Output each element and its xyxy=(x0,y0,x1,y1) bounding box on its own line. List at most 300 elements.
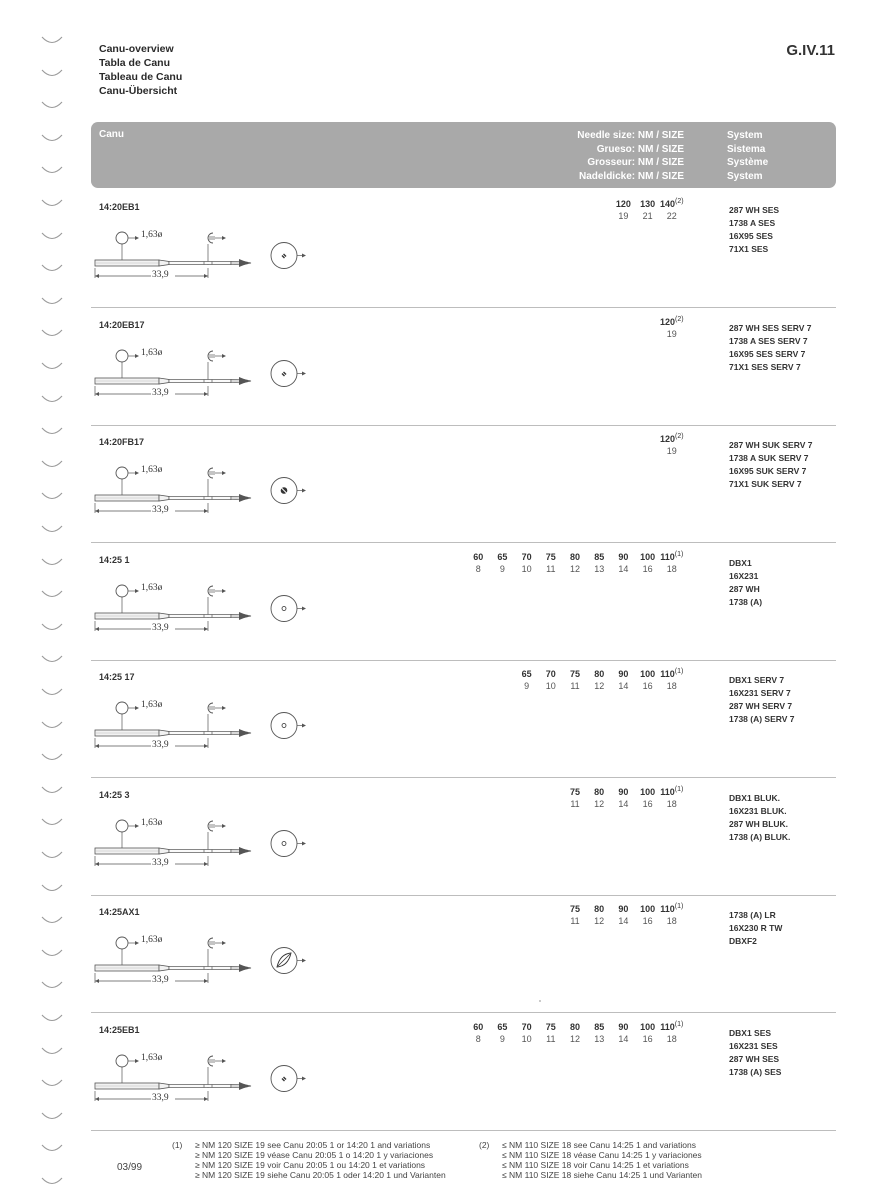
nm-number: 75 xyxy=(569,669,580,679)
binder-hole-icon xyxy=(40,34,64,48)
binder-hole-icon xyxy=(40,393,64,407)
title-line-fr: Tableau de Canu xyxy=(99,71,183,83)
system-designation: 16X231 BLUK. xyxy=(729,805,787,816)
system-designation: 287 WH xyxy=(729,583,760,594)
size-column xyxy=(466,1021,490,1045)
size-column xyxy=(587,668,611,692)
nm-number: 75 xyxy=(569,786,580,797)
size-value: 9 xyxy=(524,681,530,691)
nm-number: 90 xyxy=(618,551,629,562)
binder-hole-icon xyxy=(40,882,64,896)
size-value: 16 xyxy=(642,1033,653,1044)
size-column xyxy=(563,551,587,575)
needle-row xyxy=(91,190,836,308)
nm-value xyxy=(636,786,660,798)
size-value: 12 xyxy=(569,1033,580,1044)
size-value: 18 xyxy=(666,798,677,809)
length-label: 33,9 xyxy=(152,270,169,280)
size-column xyxy=(636,903,660,927)
needle-size-label-fr: Grosseur: NM / SIZE xyxy=(587,157,684,168)
cutting-point-icon xyxy=(269,945,313,975)
nm-value xyxy=(490,1021,514,1033)
scan-speck xyxy=(539,1000,541,1002)
size-column xyxy=(563,903,587,927)
nm-number: 80 xyxy=(569,1021,580,1032)
publication-date: 03/99 xyxy=(117,1162,143,1173)
nm-value xyxy=(611,786,635,798)
ball-point-icon xyxy=(269,1063,313,1093)
nm-value xyxy=(490,551,514,563)
binder-hole-icon xyxy=(40,556,64,570)
binder-hole-icon xyxy=(40,458,64,472)
size-column xyxy=(490,1021,514,1045)
nm-value xyxy=(587,551,611,563)
size-column xyxy=(660,1021,684,1045)
length-label: 33,9 xyxy=(152,505,169,515)
system-designation: 16X230 R TW xyxy=(729,923,783,933)
system-list xyxy=(729,204,779,256)
size-value: 12 xyxy=(594,916,605,926)
size-column xyxy=(611,786,635,810)
title-line-de: Canu-Übersicht xyxy=(99,85,178,97)
round-point-icon xyxy=(269,593,313,623)
diameter-label: 1,63ø xyxy=(141,347,163,358)
binder-hole-icon xyxy=(40,262,64,276)
column-header-needle-size xyxy=(577,129,684,183)
canu-code: 14:25 3 xyxy=(99,789,130,800)
nm-value xyxy=(636,903,660,915)
size-column xyxy=(611,198,635,222)
size-column xyxy=(515,551,539,575)
size-value: 8 xyxy=(475,1033,481,1044)
size-column xyxy=(660,551,684,575)
system-designation: 287 WH BLUK. xyxy=(729,818,789,829)
column-header-system xyxy=(727,129,768,183)
binder-hole-icon xyxy=(40,99,64,113)
system-designation: DBX1 BLUK. xyxy=(729,792,781,803)
nm-value xyxy=(563,786,587,798)
size-value: 12 xyxy=(594,798,605,809)
size-value: 11 xyxy=(546,563,556,574)
diameter-label: 1,63ø xyxy=(141,700,163,710)
binder-hole-icon xyxy=(40,849,64,863)
size-column xyxy=(611,903,635,927)
nm-value xyxy=(660,433,684,445)
size-column xyxy=(490,551,514,575)
needle-sizes xyxy=(611,198,684,228)
system-label-en: System xyxy=(727,130,763,141)
size-value: 12 xyxy=(569,563,580,574)
footnote-1-line-en: ≥ NM 120 SIZE 19 see Canu 20:05 1 or 14:20 1 and variations xyxy=(195,1140,431,1150)
medium-ball-point-icon xyxy=(269,475,313,505)
nm-number: 65 xyxy=(497,551,508,562)
size-column xyxy=(515,668,539,692)
page-code: G.IV.11 xyxy=(786,42,835,59)
system-designation: 287 WH SUK SERV 7 xyxy=(729,440,813,450)
size-value: 18 xyxy=(666,563,677,574)
size-column xyxy=(611,668,635,692)
nm-number: 85 xyxy=(594,551,605,562)
system-designation: 16X95 SUK SERV 7 xyxy=(729,466,807,476)
nm-value xyxy=(587,1021,611,1033)
system-designation: 1738 (A) LR xyxy=(729,910,776,920)
binder-hole-icon xyxy=(40,914,64,928)
binder-hole-icon xyxy=(40,360,64,374)
size-column xyxy=(636,786,660,810)
system-designation: 1738 (A) SERV 7 xyxy=(729,714,795,724)
footnote-reference: (1) xyxy=(674,668,684,675)
nm-value xyxy=(587,786,611,798)
nm-number: 120 xyxy=(660,316,676,327)
size-value: 18 xyxy=(666,916,677,926)
system-designation: DBX1 SES xyxy=(729,1027,772,1038)
nm-number: 100 xyxy=(640,551,656,562)
nm-value xyxy=(611,903,635,915)
binder-hole-icon xyxy=(40,1175,64,1189)
binder-hole-icon xyxy=(40,1110,64,1124)
binder-hole-icon xyxy=(40,979,64,993)
needle-sizes xyxy=(466,1021,684,1051)
system-list xyxy=(729,322,812,374)
nm-value xyxy=(539,1021,563,1033)
length-label: 33,9 xyxy=(152,975,169,985)
system-designation: 16X231 SERV 7 xyxy=(729,688,791,698)
nm-number: 70 xyxy=(521,551,532,562)
binder-hole-icon xyxy=(40,67,64,81)
binder-hole-icon xyxy=(40,425,64,439)
footnote-1-line-de: ≥ NM 120 SIZE 19 siehe Canu 20:05 1 oder 14:20 1 und Varianten xyxy=(195,1170,446,1180)
nm-value xyxy=(611,1021,635,1033)
nm-number: 85 xyxy=(594,1021,605,1032)
needle-sizes xyxy=(660,433,684,463)
binder-hole-icon xyxy=(40,621,64,635)
nm-value xyxy=(515,1021,539,1033)
nm-value xyxy=(563,551,587,563)
nm-value xyxy=(611,198,635,210)
nm-value xyxy=(660,551,684,563)
canu-code: 14:25 17 xyxy=(99,672,135,682)
nm-value xyxy=(660,198,684,210)
nm-number: 80 xyxy=(594,786,605,797)
binder-hole-icon xyxy=(40,1142,64,1156)
needle-sizes xyxy=(563,903,684,933)
size-column xyxy=(515,1021,539,1045)
binder-holes xyxy=(0,0,70,1200)
system-designation: DBX1 xyxy=(729,557,752,568)
column-header-canu: Canu xyxy=(99,129,124,140)
footnote-1-line-fr: ≥ NM 120 SIZE 19 voir Canu 20:05 1 ou 14:20 1 et variations xyxy=(195,1160,426,1170)
system-designation: 287 WH SERV 7 xyxy=(729,701,793,711)
system-designation: DBXF2 xyxy=(729,936,757,946)
nm-value xyxy=(636,668,660,680)
nm-number: 60 xyxy=(473,551,484,562)
binder-hole-icon xyxy=(40,230,64,244)
footnote-reference: (2) xyxy=(675,433,684,440)
size-value: 22 xyxy=(666,211,677,221)
binder-hole-icon xyxy=(40,686,64,700)
nm-value xyxy=(636,1021,660,1033)
length-label: 33,9 xyxy=(152,740,169,750)
nm-number: 90 xyxy=(618,1021,629,1032)
page-title-block xyxy=(99,42,182,98)
length-label: 33,9 xyxy=(152,857,169,868)
system-list xyxy=(729,792,790,844)
length-label: 33,9 xyxy=(152,622,169,633)
nm-number: 100 xyxy=(640,786,656,797)
nm-number: 120 xyxy=(615,199,631,209)
nm-value xyxy=(660,316,684,328)
system-label-fr: Système xyxy=(727,157,769,168)
system-list xyxy=(729,909,782,948)
title-line-es: Tabla de Canu xyxy=(99,57,170,69)
nm-number: 110 xyxy=(660,786,675,797)
system-designation: 71X1 SES SERV 7 xyxy=(729,361,801,372)
system-designation: 287 WH SES SERV 7 xyxy=(729,322,812,333)
nm-value xyxy=(611,551,635,563)
title-line-en: Canu-overview xyxy=(99,43,174,55)
nm-value xyxy=(587,668,611,680)
footnote-2-marker: (2) xyxy=(479,1140,490,1150)
size-value: 10 xyxy=(545,681,556,691)
system-label-de: System xyxy=(727,170,763,182)
nm-value xyxy=(611,668,635,680)
nm-value xyxy=(660,903,684,915)
nm-number: 90 xyxy=(618,669,629,679)
nm-number: 65 xyxy=(521,669,532,679)
system-designation: 1738 A SES SERV 7 xyxy=(729,335,808,346)
size-value: 11 xyxy=(546,1033,556,1044)
nm-number: 110 xyxy=(660,904,675,914)
binder-hole-icon xyxy=(40,653,64,667)
diameter-label: 1,63ø xyxy=(141,1052,163,1063)
size-value: 11 xyxy=(570,798,580,809)
canu-code: 14:25 1 xyxy=(99,554,130,565)
footnote-2-line-de: ≤ NM 110 SIZE 18 siehe Canu 14:25 1 und Varianten xyxy=(502,1170,702,1180)
size-column xyxy=(587,786,611,810)
size-value: 14 xyxy=(618,916,629,926)
needle-row xyxy=(91,543,836,661)
nm-number: 75 xyxy=(569,904,580,914)
size-column xyxy=(539,1021,563,1045)
system-list xyxy=(729,557,762,609)
canu-code: 14:20FB17 xyxy=(99,437,145,447)
nm-value xyxy=(563,1021,587,1033)
size-value: 18 xyxy=(666,1033,677,1044)
size-value: 10 xyxy=(521,1033,532,1044)
system-label-es: Sistema xyxy=(727,143,766,155)
size-value: 19 xyxy=(666,328,677,339)
binder-hole-icon xyxy=(40,1012,64,1026)
system-designation: 16X231 xyxy=(729,570,759,581)
size-column xyxy=(636,551,660,575)
system-list xyxy=(729,1027,781,1079)
size-column xyxy=(636,1021,660,1045)
footnote-reference: (2) xyxy=(675,315,684,323)
size-column xyxy=(660,668,684,692)
size-column xyxy=(660,433,684,457)
system-designation: 1738 (A) xyxy=(729,596,763,607)
needle-sizes xyxy=(563,786,684,816)
diameter-label: 1,63ø xyxy=(141,465,163,475)
size-value: 8 xyxy=(475,563,481,574)
size-column xyxy=(563,668,587,692)
size-column xyxy=(611,551,635,575)
footnote-reference: (1) xyxy=(674,1020,684,1028)
round-point-icon xyxy=(269,710,313,740)
nm-value xyxy=(539,668,563,680)
size-value: 16 xyxy=(642,798,653,809)
binder-hole-icon xyxy=(40,327,64,341)
system-designation: 16X95 SES SERV 7 xyxy=(729,348,806,359)
needle-size-label-en: Needle size: NM / SIZE xyxy=(577,130,684,141)
size-column xyxy=(539,668,563,692)
system-designation: 1738 (A) BLUK. xyxy=(729,831,791,842)
length-label: 33,9 xyxy=(152,1092,169,1103)
nm-number: 140 xyxy=(660,199,676,209)
size-column xyxy=(466,551,490,575)
nm-number: 70 xyxy=(545,669,556,679)
system-designation: 1738 A SUK SERV 7 xyxy=(729,453,809,463)
nm-value xyxy=(515,668,539,680)
nm-value xyxy=(539,551,563,563)
row-divider xyxy=(91,1130,836,1131)
size-column xyxy=(636,198,660,222)
size-column xyxy=(611,1021,635,1045)
size-column xyxy=(539,551,563,575)
needle-row xyxy=(91,425,836,543)
nm-number: 80 xyxy=(594,904,605,914)
size-value: 11 xyxy=(570,681,580,691)
size-value: 18 xyxy=(666,681,677,691)
binder-hole-icon xyxy=(40,132,64,146)
canu-code: 14:25AX1 xyxy=(99,907,140,917)
nm-number: 100 xyxy=(640,904,656,914)
nm-number: 70 xyxy=(521,1021,532,1032)
binder-hole-icon xyxy=(40,947,64,961)
nm-number: 130 xyxy=(640,199,656,209)
ball-point-icon xyxy=(269,358,313,388)
binder-hole-icon xyxy=(40,490,64,504)
needle-row xyxy=(91,895,836,1013)
round-point-icon xyxy=(269,828,313,858)
footnote-2-line-en: ≤ NM 110 SIZE 18 see Canu 14:25 1 and variations xyxy=(502,1140,696,1150)
size-value: 16 xyxy=(642,916,653,926)
size-value: 13 xyxy=(594,563,605,574)
size-column xyxy=(660,198,684,222)
size-value: 16 xyxy=(642,563,653,574)
nm-value xyxy=(466,1021,490,1033)
size-column xyxy=(587,551,611,575)
nm-number: 110 xyxy=(660,669,675,679)
canu-code: 14:20EB1 xyxy=(99,202,140,212)
footnote-1-marker: (1) xyxy=(172,1140,183,1150)
binder-hole-icon xyxy=(40,784,64,798)
footnote-reference: (1) xyxy=(674,785,684,793)
size-value: 16 xyxy=(642,681,653,691)
footnote-reference: (1) xyxy=(674,550,684,558)
nm-value xyxy=(636,551,660,563)
nm-number: 75 xyxy=(545,1021,556,1032)
nm-value xyxy=(563,903,587,915)
system-designation: DBX1 SERV 7 xyxy=(729,675,785,685)
footnote-1-line-es: ≥ NM 120 SIZE 19 véase Canu 20:05 1 o 14:20 1 y variaciones xyxy=(195,1150,434,1160)
needle-sizes xyxy=(515,668,684,698)
nm-value xyxy=(660,1021,684,1033)
size-value: 14 xyxy=(618,681,629,691)
nm-value xyxy=(466,551,490,563)
size-value: 9 xyxy=(499,563,505,574)
diameter-label: 1,63ø xyxy=(141,935,163,945)
size-value: 12 xyxy=(594,681,605,691)
nm-number: 60 xyxy=(473,1021,484,1032)
needle-row xyxy=(91,1013,836,1131)
system-designation: 1738 A SES xyxy=(729,218,776,228)
needle-size-label-es: Grueso: NM / SIZE xyxy=(596,143,684,155)
system-list xyxy=(729,439,812,491)
nm-number: 110 xyxy=(660,1021,675,1032)
system-designation: 1738 (A) SES xyxy=(729,1066,782,1077)
system-designation: 71X1 SES xyxy=(729,244,769,254)
size-value: 14 xyxy=(618,798,629,809)
ball-point-icon xyxy=(269,240,313,270)
length-label: 33,9 xyxy=(152,387,169,398)
needle-row xyxy=(91,778,836,896)
system-designation: 71X1 SUK SERV 7 xyxy=(729,479,802,489)
system-list xyxy=(729,674,795,726)
diameter-label: 1,63ø xyxy=(141,230,163,240)
needle-row xyxy=(91,660,836,778)
nm-number: 120 xyxy=(660,434,676,444)
system-designation: 287 WH SES xyxy=(729,1053,780,1064)
size-value: 10 xyxy=(521,563,532,574)
binder-hole-icon xyxy=(40,751,64,765)
binder-hole-icon xyxy=(40,1045,64,1059)
binder-hole-icon xyxy=(40,523,64,537)
canu-code: 14:20EB17 xyxy=(99,319,145,330)
binder-hole-icon xyxy=(40,816,64,830)
binder-hole-icon xyxy=(40,197,64,211)
nm-value xyxy=(636,198,660,210)
needle-size-label-de: Nadeldicke: NM / SIZE xyxy=(578,170,684,182)
size-column xyxy=(636,668,660,692)
binder-hole-icon xyxy=(40,719,64,733)
size-value: 9 xyxy=(499,1033,505,1044)
nm-value xyxy=(660,786,684,798)
system-designation: 16X231 SES xyxy=(729,1040,778,1051)
size-value: 14 xyxy=(618,1033,629,1044)
size-value: 19 xyxy=(666,446,677,456)
size-value: 21 xyxy=(642,211,653,221)
size-column xyxy=(660,786,684,810)
footnote-reference: (1) xyxy=(674,903,684,910)
nm-number: 90 xyxy=(618,904,629,914)
system-designation: 287 WH SES xyxy=(729,205,780,215)
size-value: 14 xyxy=(618,563,629,574)
size-value: 11 xyxy=(570,916,580,926)
footnote-2-line-fr: ≤ NM 110 SIZE 18 voir Canu 14:25 1 et variations xyxy=(502,1160,689,1170)
nm-value xyxy=(587,903,611,915)
nm-number: 80 xyxy=(569,551,580,562)
nm-number: 90 xyxy=(618,786,629,797)
binder-hole-icon xyxy=(40,588,64,602)
binder-hole-icon xyxy=(40,164,64,178)
nm-number: 100 xyxy=(640,669,656,679)
size-column xyxy=(563,786,587,810)
size-value: 13 xyxy=(594,1033,605,1044)
system-designation: 16X95 SES xyxy=(729,231,773,241)
nm-value xyxy=(660,668,684,680)
table-header xyxy=(91,122,836,188)
